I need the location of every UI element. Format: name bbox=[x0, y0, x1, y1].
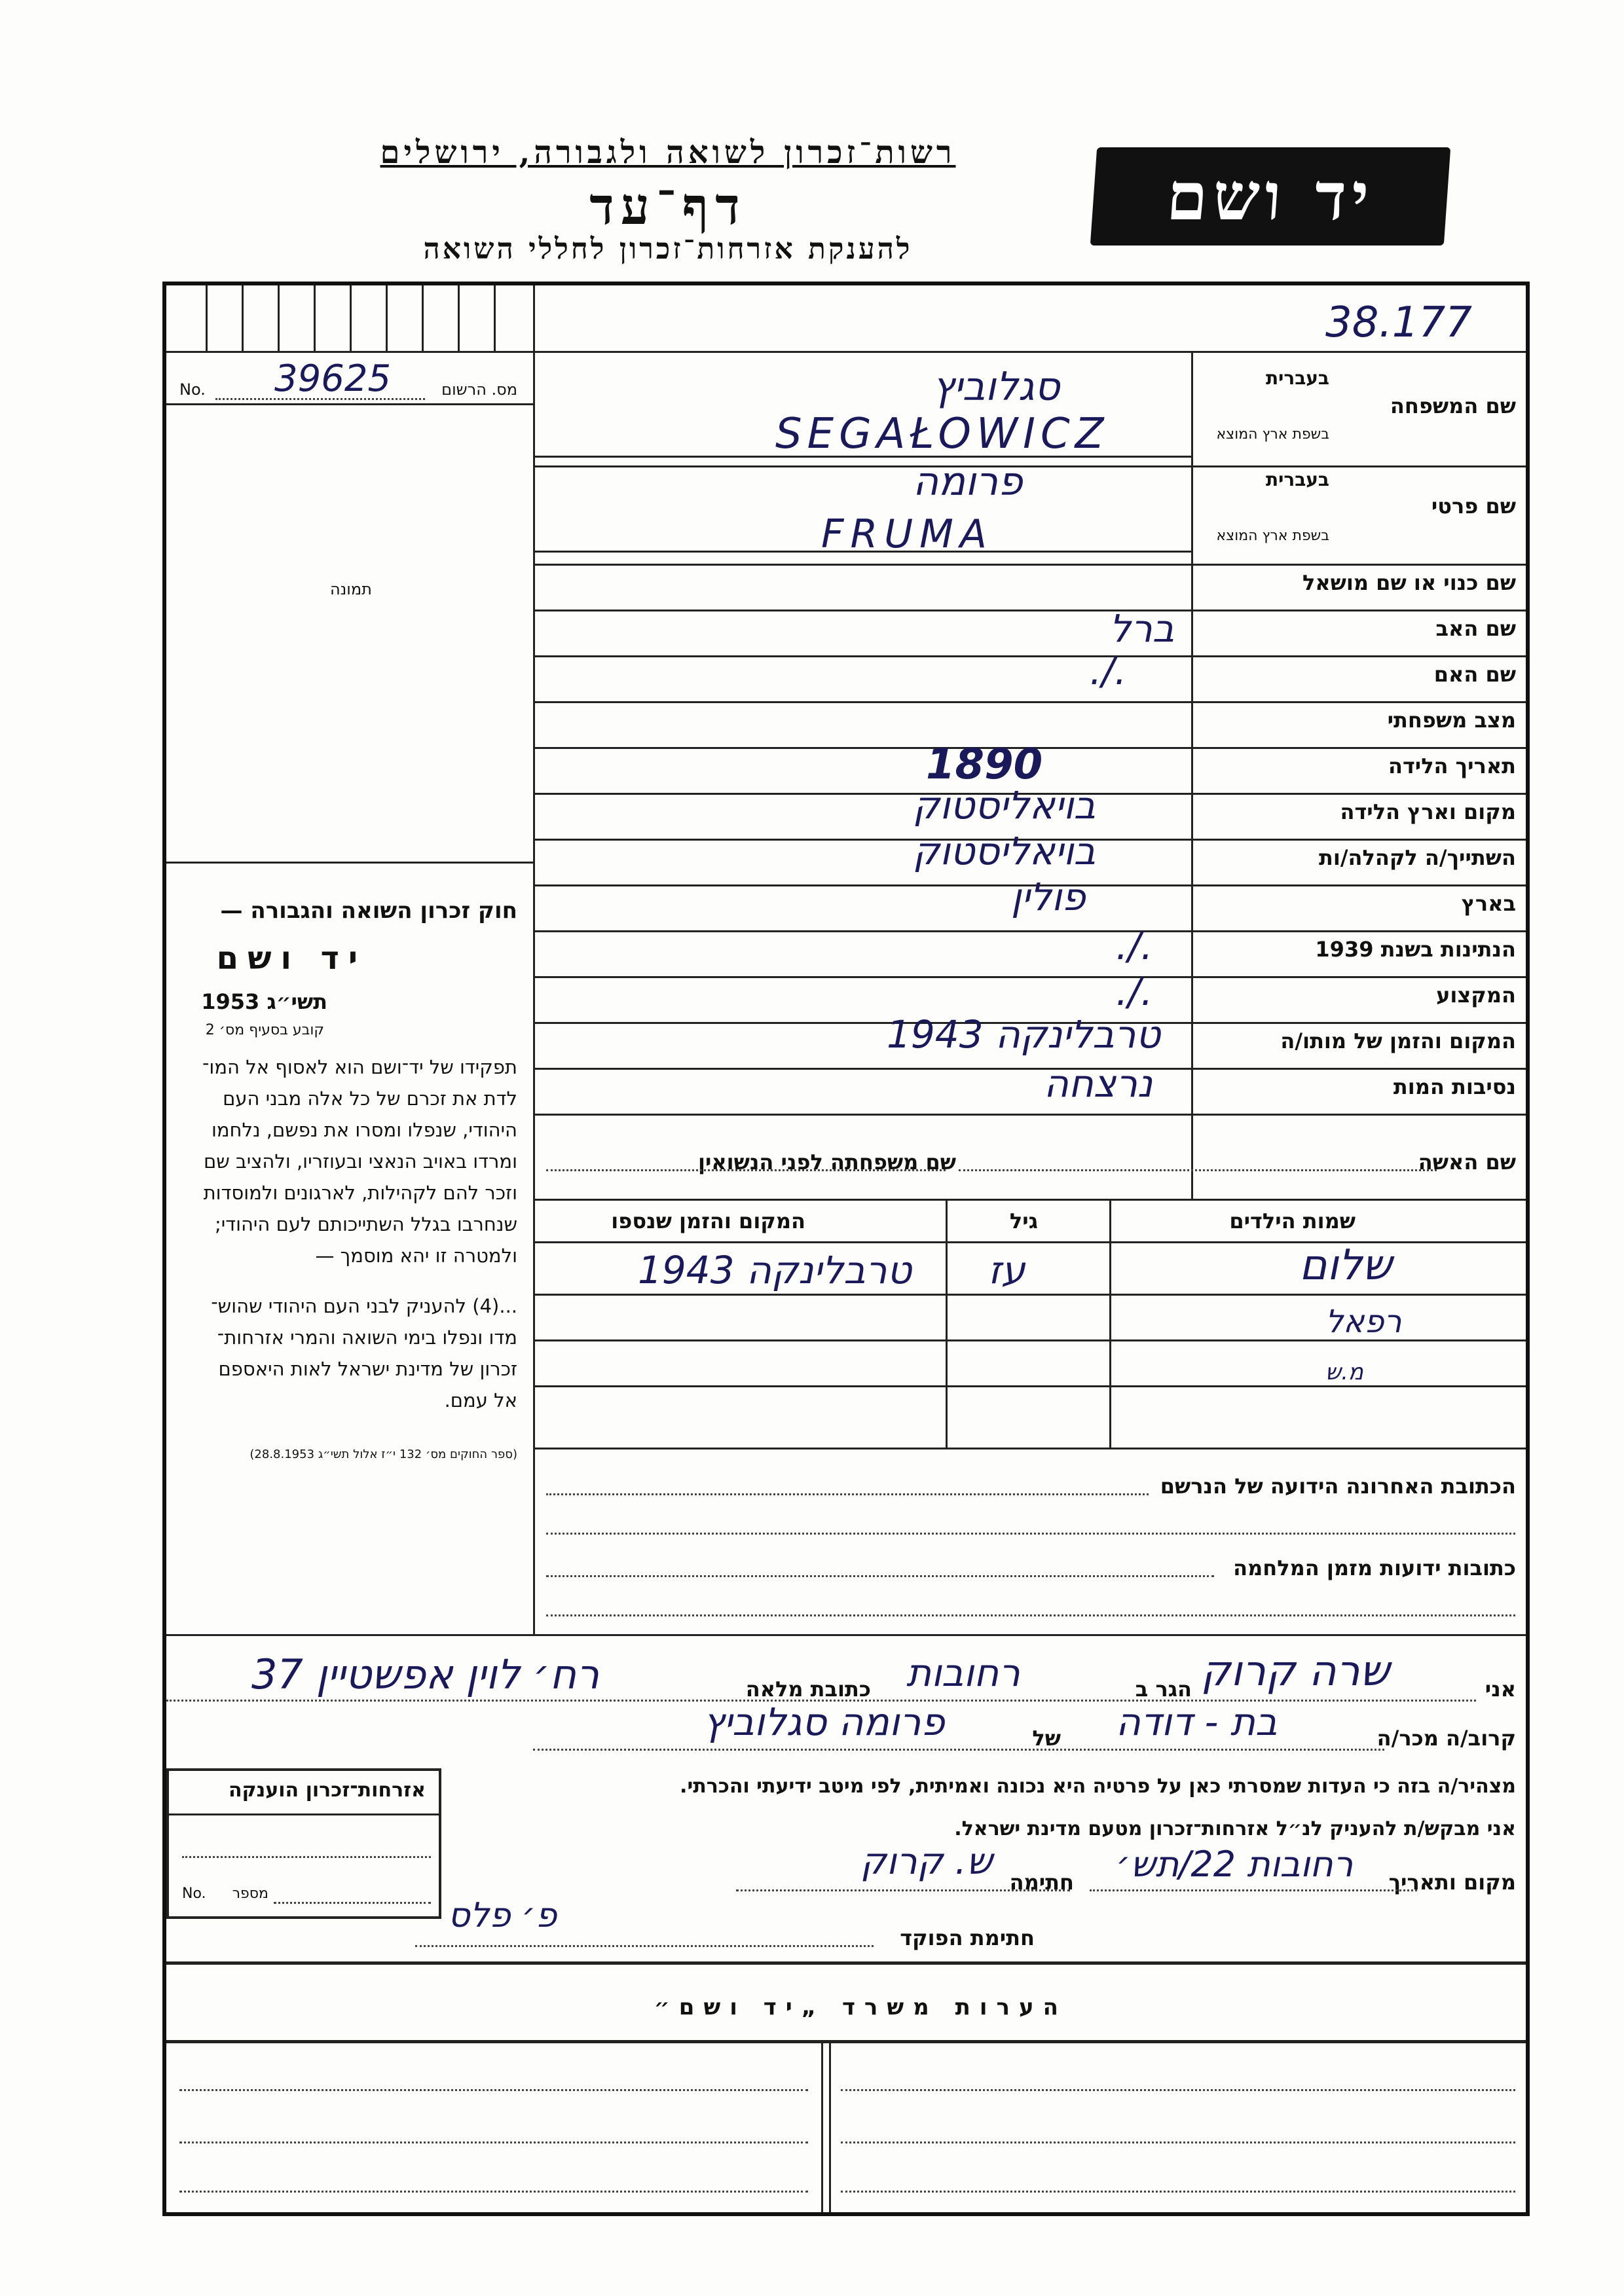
first-name-latin: FRUMA bbox=[821, 511, 993, 557]
law-line: ולמטרה זו יהא מוסמך — bbox=[315, 1245, 517, 1267]
photo-label: תמונה bbox=[330, 580, 372, 598]
community: בויאליסטוק bbox=[913, 829, 1096, 873]
label-resident: הגר ב bbox=[1135, 1677, 1192, 1702]
label-nickname: שם כנוי או שם מושאל bbox=[1302, 570, 1516, 595]
request-text: אני מבקש/ת להעניק לנ״ל אזרחות־זכרון מטעם מדינת ישראל. bbox=[954, 1817, 1516, 1840]
label-profession: המקצוע bbox=[1436, 983, 1516, 1008]
label-death-cause: נסיבות המות bbox=[1393, 1074, 1516, 1099]
label-officer-signature: חתימת הפוקד bbox=[900, 1925, 1035, 1950]
witness-signature: ש. קרוק bbox=[860, 1840, 993, 1883]
citizenship-number-label: מספר bbox=[232, 1886, 268, 1902]
office-remarks-title: הערות משרד „יד ושם״ bbox=[654, 1994, 1067, 2020]
family-name-hebrew: סגלוביץ bbox=[932, 364, 1060, 410]
yad-vashem-logo: יד ושם bbox=[1090, 147, 1450, 246]
law-line: אל עמם. bbox=[444, 1389, 517, 1412]
label-native-lang-1: בשפת ארץ המוצא bbox=[1216, 426, 1329, 443]
page-subtitle: להענקת אזרחות־זכרון לחללי השואה bbox=[423, 232, 913, 266]
label-country: בארץ bbox=[1461, 891, 1516, 916]
relation-of-name: פרומה סגלוביץ bbox=[703, 1700, 945, 1744]
label-place-date: מקום ותאריך bbox=[1388, 1870, 1516, 1895]
birth-date: 1890 bbox=[926, 740, 1043, 789]
label-age: גיל bbox=[1009, 1209, 1038, 1233]
law-year: תשי״ג 1953 bbox=[201, 989, 327, 1014]
law-citation: (ספר החוקים מס׳ 132 י״ז אלול תשי״ג 28.8.1953) bbox=[249, 1448, 517, 1461]
child-death-place: טרבלינקה 1943 bbox=[638, 1248, 912, 1292]
law-line: וזכר להם לקהילות, לארגונים ולמוסדות bbox=[203, 1182, 517, 1204]
label-relation: קרוב/ה מכר/ה bbox=[1376, 1726, 1516, 1751]
father-name: ברל bbox=[1109, 606, 1175, 651]
label-wife-name: שם האשה bbox=[1418, 1150, 1516, 1175]
label-death-place-time: המקום והזמן של מותו/ה bbox=[1280, 1029, 1516, 1053]
citizenship-1939: ./. bbox=[1116, 924, 1153, 968]
child-name-3: מ.ש bbox=[1325, 1359, 1363, 1385]
reg-no-value: 39625 bbox=[274, 357, 392, 400]
officer-signature: פ׳ פלס bbox=[448, 1896, 557, 1935]
label-war-addresses: כתובות ידועות מזמן המלחמה bbox=[1233, 1556, 1516, 1580]
label-signature: חתימה bbox=[1009, 1870, 1074, 1895]
death-place-time: טרבלינקה 1943 bbox=[887, 1012, 1161, 1057]
label-in-hebrew-2: בעברית bbox=[1265, 469, 1329, 490]
label-father: שם האב bbox=[1435, 616, 1516, 641]
label-community: השתייך/ה לקהלה/ות bbox=[1318, 845, 1516, 870]
top-strip-line bbox=[166, 351, 1526, 353]
law-name: יד ושם bbox=[216, 940, 367, 977]
label-i: אני bbox=[1485, 1677, 1516, 1702]
left-column-divider bbox=[533, 285, 535, 1634]
law-line: היהודי, שנפלו ומסרו את נפשם, נלחמו bbox=[211, 1119, 517, 1141]
reg-no-suffix: No. bbox=[179, 380, 206, 399]
label-in-hebrew-1: בעברית bbox=[1265, 367, 1329, 389]
label-mother: שם האם bbox=[1433, 662, 1516, 687]
label-last-address: הכתובת האחרונה הידועה של הנרשם bbox=[1160, 1474, 1516, 1499]
law-paragraph-2 bbox=[170, 1290, 517, 1416]
label-birth-date: תאריך הלידה bbox=[1388, 754, 1516, 778]
label-citizenship-1939: הנתינות בשנת 1939 bbox=[1315, 937, 1516, 962]
family-name-latin: SEGAŁOWICZ bbox=[775, 410, 1109, 458]
label-full-address: כתובת מלאה bbox=[745, 1677, 871, 1702]
label-birth-place: מקום וארץ הלידה bbox=[1340, 799, 1516, 824]
label-first-name: שם פרטי bbox=[1431, 494, 1516, 519]
declaration-text: מצהיר/ה בזה כי העדות שמסרתי כאן על פרטיה היא נכונה ואמיתית, לפי מיטב ידיעתי והכרתי. bbox=[680, 1775, 1516, 1798]
witness-address: רח׳ לוין אפשטיין 37 bbox=[251, 1650, 600, 1698]
child-name-1: שלום bbox=[1299, 1241, 1392, 1290]
citizenship-box-title: אזרחות־זכרון הוענקה bbox=[228, 1779, 426, 1802]
label-column-divider bbox=[1191, 351, 1193, 1199]
reg-no-label: מס. הרשום bbox=[441, 380, 517, 399]
country: פולין bbox=[1011, 875, 1086, 919]
birth-place: בויאליסטוק bbox=[913, 783, 1096, 828]
child-age: עז bbox=[988, 1248, 1025, 1292]
law-title: חוק זכרון השואה והגבורה — bbox=[220, 898, 517, 924]
first-name-hebrew: פרומה bbox=[913, 459, 1023, 505]
witness-name: שרה קרוק bbox=[1201, 1647, 1390, 1696]
label-native-lang-2: בשפת ארץ המוצא bbox=[1216, 528, 1329, 544]
child-name-2: רפאל bbox=[1325, 1303, 1402, 1340]
death-cause: נרצחה bbox=[1044, 1061, 1153, 1106]
label-death-place-child: המקום והזמן שנספו bbox=[611, 1209, 805, 1233]
law-ref: קובע בסעיף מס׳ 2 bbox=[205, 1022, 324, 1038]
file-number: 38.177 bbox=[1325, 299, 1472, 347]
label-family-name: שם המשפחה bbox=[1390, 393, 1516, 418]
form-frame bbox=[162, 282, 1530, 2216]
witness-city: רחובות bbox=[906, 1650, 1020, 1695]
law-line: שנחרבו בגלל השתייכותם לעם היהודי; bbox=[214, 1213, 517, 1235]
law-line: תפקידו של יד־ושם הוא לאסוף אל המו־ bbox=[202, 1056, 517, 1078]
law-line: ומרדו באויב הנאצי ובעוזריו, ולהציב שם bbox=[203, 1150, 517, 1173]
label-of: של bbox=[1032, 1726, 1061, 1751]
page-title: דף־עד bbox=[589, 177, 747, 236]
profession: ./. bbox=[1116, 970, 1153, 1014]
citizenship-granted-box bbox=[166, 1768, 441, 1919]
authority-title: רשות־זכרון לשואה ולגבורה, ירושלים bbox=[380, 134, 956, 171]
law-line: מדו ונפלו בימי השואה והמרי אזרחות־ bbox=[217, 1326, 517, 1349]
label-maiden-name: שם משפחתה לפני הנשואין bbox=[697, 1150, 956, 1175]
law-line: ...(4) להעניק לבני העם היהודי שהוש־ bbox=[211, 1295, 517, 1317]
mother-name: ./. bbox=[1090, 649, 1127, 693]
witness-relation: בת - דודה bbox=[1116, 1700, 1278, 1744]
label-children-names: שמות הילדים bbox=[1229, 1209, 1356, 1233]
law-line: לדת את זכרם של כל אלה מבני העם bbox=[223, 1087, 517, 1110]
law-paragraph-1 bbox=[170, 1051, 517, 1271]
law-line: זכרון של מדינת ישראל לאות היאספם bbox=[218, 1358, 517, 1380]
citizenship-no-suffix: No. bbox=[182, 1886, 206, 1902]
place-date: רחובות 22/תש׳ bbox=[1116, 1844, 1354, 1885]
label-marital-status: מצב משפחתי bbox=[1387, 708, 1516, 733]
